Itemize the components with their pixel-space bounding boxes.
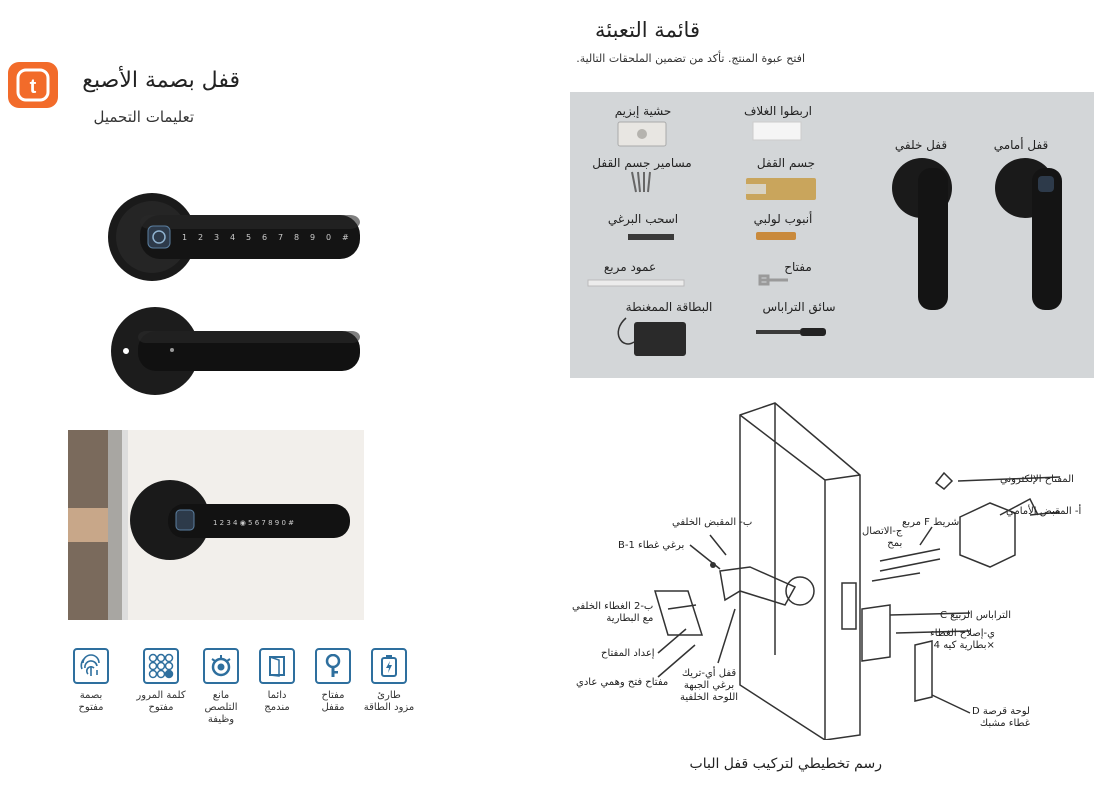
packing-list-subtitle: .افتح عبوة المنتج. تأكد من تضمين الملحقات التالية bbox=[576, 52, 805, 65]
feature-emergency-power bbox=[363, 648, 415, 714]
front-lock-image bbox=[108, 193, 360, 281]
label-plate: D لوحة قرصة غطاء مشبك bbox=[972, 706, 1030, 729]
label-front-handle: أ- المقبض الأمامي bbox=[1006, 506, 1082, 517]
feature-label: مانع التلصص وظيفة bbox=[204, 690, 238, 725]
feature-label: طارئ مزود الطاقة bbox=[363, 690, 415, 713]
keypad-digit: 0 bbox=[326, 233, 332, 242]
page-subtitle: تعليمات التحميل bbox=[93, 108, 194, 126]
label-spring-latch: C التراباس الربيع bbox=[940, 610, 1011, 621]
label-back-cover: ب-2 الغطاء الخلفي مع البطارية bbox=[572, 601, 654, 624]
keypad-digit: 5 bbox=[246, 233, 252, 242]
diagram-caption: رسم تخطيطي لتركيب قفل الباب bbox=[689, 756, 882, 772]
logo-glyph: t bbox=[29, 76, 37, 98]
label-electronic-key: المفتاح الإلكتروني bbox=[1000, 474, 1074, 485]
item-key: مفتاح bbox=[784, 260, 812, 274]
label-square-strip: مربع F شريط bbox=[902, 517, 960, 528]
item-box-clip: اربطوا الغلاف bbox=[743, 104, 813, 118]
feature-label: كلمة المرور مفتوح bbox=[136, 690, 186, 713]
feature-label: مفتاح مقفل bbox=[321, 690, 345, 713]
item-pull-bolt: اسحب البرغي bbox=[607, 212, 679, 226]
keypad-digit: 8 bbox=[294, 233, 300, 242]
item-spiral-tube: أنبوب لولبي bbox=[753, 212, 813, 226]
packing-list-title: قائمة التعبئة bbox=[595, 18, 700, 42]
packing-contents-photo bbox=[570, 92, 1094, 378]
door-installation-photo bbox=[68, 430, 364, 620]
label-back-screws: قفل أي-تريك برغي الجبهة اللوحة الخلفية bbox=[680, 668, 739, 703]
item-magnetic-card: البطاقة الممغنطة bbox=[625, 300, 713, 314]
eye-icon bbox=[203, 648, 239, 684]
svg-text:1 2 3 4 ◉ 5 6 7 8 9 0 #: 1 2 3 4 ◉ 5 6 7 8 9 0 # bbox=[213, 519, 294, 527]
feature-fingerprint bbox=[65, 648, 117, 714]
keypad-digit: 7 bbox=[278, 233, 284, 242]
keypad-digit: 4 bbox=[230, 233, 236, 242]
keypad-digit: 9 bbox=[310, 233, 316, 242]
door-icon bbox=[259, 648, 295, 684]
feature-label: دائما مندمج bbox=[264, 690, 290, 713]
label-key-setup: إعداد المفتاح bbox=[601, 648, 655, 659]
back-lock-image bbox=[111, 307, 360, 395]
label-screw-cover: B-1 برغي غطاء bbox=[618, 540, 685, 551]
item-screwdriver: سائق التراباس bbox=[762, 300, 836, 314]
keypad-digit: 6 bbox=[262, 233, 268, 242]
feature-always-engaged bbox=[251, 648, 303, 714]
tuya-logo-icon bbox=[16, 68, 50, 102]
item-back-lock: قفل خلفي bbox=[894, 138, 948, 152]
lock-product-images bbox=[100, 185, 370, 400]
keypad-digit: # bbox=[342, 233, 349, 242]
keypad-digit: 3 bbox=[214, 233, 220, 242]
keypad-digit: 1 bbox=[182, 233, 188, 242]
key-icon bbox=[315, 648, 351, 684]
item-lock-screws: مسامير جسم القفل bbox=[592, 156, 692, 170]
keypad-digit: 2 bbox=[198, 233, 204, 242]
item-square-rod: عمود مربع bbox=[603, 260, 657, 274]
label-back-handle: ب- المقبض الخلفي bbox=[672, 517, 753, 528]
label-dummy-key: مفتاح فتح وهمي عادي bbox=[576, 677, 669, 688]
battery-icon bbox=[371, 648, 407, 684]
feature-password bbox=[135, 648, 187, 714]
label-connection: ج-الاتصال بمح bbox=[862, 526, 903, 549]
feature-label: بصمة مفتوح bbox=[78, 690, 104, 713]
item-lock-body: جسم القفل bbox=[756, 156, 816, 170]
page-title: قفل بصمة الأصبع bbox=[82, 68, 240, 93]
feature-row bbox=[65, 648, 430, 730]
label-cover-fix: ي-إصلاح الغطاء بطارية كيه 4× bbox=[930, 628, 995, 651]
item-strike-plate: حشية إبزيم bbox=[614, 104, 672, 118]
item-front-lock: قفل أمامي bbox=[993, 138, 1049, 152]
keypad-icon bbox=[143, 648, 179, 684]
feature-anti-peep bbox=[195, 648, 247, 726]
fingerprint-icon bbox=[73, 648, 109, 684]
feature-key-lock bbox=[307, 648, 359, 714]
tuya-logo bbox=[8, 62, 58, 108]
